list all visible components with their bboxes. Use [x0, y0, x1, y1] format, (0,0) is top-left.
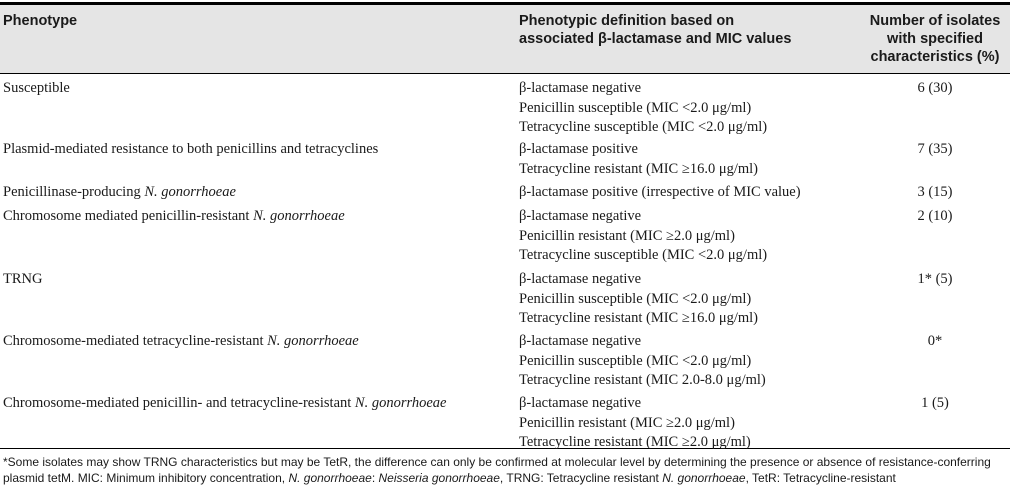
definition-cell: β-lactamase negative Penicillin resistant (MIC ≥2.0 μg/ml) Tetracycline susceptible (MIC <2.0 μg/ml)	[519, 208, 768, 263]
phenotype-cell: Penicillinase-producing N. gonorrhoeae	[3, 184, 236, 200]
phenotype-cell: TRNG	[3, 271, 43, 287]
phenotype-cell: Chromosome-mediated tetracycline-resistant N. gonorrhoeae	[3, 333, 359, 349]
header-number	[860, 12, 1010, 66]
definition-cell: β-lactamase positive (irrespective of MIC value)	[519, 184, 801, 200]
number-cell: 1* (5)	[917, 271, 953, 287]
header-number-line1: Number of isolates	[869, 13, 1001, 29]
phenotype-cell: Chromosome-mediated penicillin- and tetracycline-resistant N. gonorrhoeae	[3, 395, 447, 411]
phenotype-cell: Plasmid-mediated resistance to both penicillins and tetracyclines	[3, 141, 379, 157]
number-cell: 0*	[927, 333, 943, 349]
number-cell: 6 (30)	[917, 80, 953, 96]
header-definition-line2: associated β-lactamase and MIC values	[519, 31, 792, 47]
definition-cell: β-lactamase negative Penicillin resistant (MIC ≥2.0 μg/ml) Tetracycline resistant (MIC ≥2.0 μg/ml)	[519, 395, 751, 450]
definition-cell: β-lactamase positive Tetracycline resistant (MIC ≥16.0 μg/ml)	[519, 141, 759, 177]
number-cell: 2 (10)	[917, 208, 953, 224]
phenotype-cell: Susceptible	[3, 80, 70, 96]
number-cell: 1 (5)	[921, 395, 949, 411]
table-header	[0, 5, 1010, 73]
definition-cell: β-lactamase negative Penicillin susceptible (MIC <2.0 μg/ml) Tetracycline resistant (MIC 2.0-8.0 μg/ml)	[519, 333, 766, 388]
number-cell: 7 (35)	[917, 141, 953, 157]
header-phenotype: Phenotype	[3, 13, 78, 29]
number-cell: 3 (15)	[917, 184, 953, 200]
phenotype-cell: Chromosome mediated penicillin-resistant N. gonorrhoeae	[3, 208, 345, 224]
table-footnote: *Some isolates may show TRNG characteristics but may be TetR, the difference can only be confirmed at molecular level by determining the presence or absence of resistance-conferring plasmid tetM. MIC: Minimum inhibitory concentration, N. gonorrhoeae: Neisseria gonorrhoeae, TRNG: Tetracycline resistant N. gonorrhoeae, TetR: Tetracycline-resistant	[3, 455, 991, 485]
definition-cell: β-lactamase negative Penicillin susceptible (MIC <2.0 μg/ml) Tetracycline resistant (MIC ≥16.0 μg/ml)	[519, 271, 759, 326]
header-definition-line1: Phenotypic definition based on	[519, 13, 735, 29]
header-number-line3: characteristics (%)	[870, 49, 1000, 65]
definition-cell: β-lactamase negative Penicillin susceptible (MIC <2.0 μg/ml) Tetracycline susceptible (MIC <2.0 μg/ml)	[519, 80, 768, 135]
header-definition	[519, 12, 849, 48]
header-number-line2: with specified	[887, 31, 983, 47]
table-body	[0, 74, 1010, 448]
